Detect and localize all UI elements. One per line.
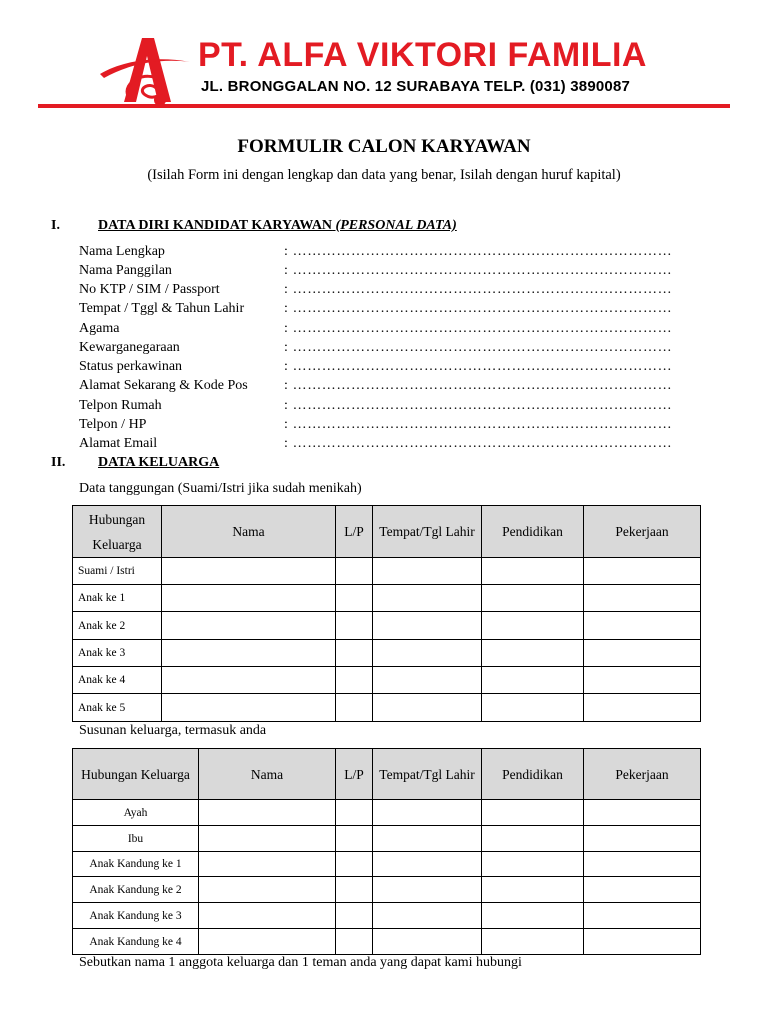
cell-pendidikan[interactable] xyxy=(482,640,584,667)
cell-pendidikan[interactable] xyxy=(482,585,584,612)
section-number-1: I. xyxy=(51,218,60,233)
company-name: PT. ALFA VIKTORI FAMILIA xyxy=(198,36,647,74)
section-title-data-keluarga: DATA KELUARGA xyxy=(98,455,220,470)
cell-pekerjaan[interactable] xyxy=(584,694,701,722)
field-input-dots[interactable]: : …………………………………………………………………… xyxy=(284,359,673,374)
cell-nama[interactable] xyxy=(199,826,336,852)
cell-pendidikan[interactable] xyxy=(482,558,584,585)
section-title-italic: (PERSONAL DATA) xyxy=(335,218,457,233)
field-row-agama xyxy=(79,321,679,340)
row-label: Anak Kandung ke 2 xyxy=(73,877,199,903)
family-composition-table xyxy=(72,748,701,955)
field-row-tempat-tgl-lahir xyxy=(79,301,679,320)
cell-tempat-tgl-lahir[interactable] xyxy=(373,640,482,667)
field-label: Tempat / Tggl & Tahun Lahir xyxy=(79,301,245,316)
cell-lp[interactable] xyxy=(336,929,373,955)
field-input-dots[interactable]: : …………………………………………………………………… xyxy=(284,321,673,336)
cell-pekerjaan[interactable] xyxy=(584,929,701,955)
row-label: Anak ke 2 xyxy=(73,612,162,640)
column-header-lp: L/P xyxy=(336,749,373,800)
cell-pekerjaan[interactable] xyxy=(584,612,701,640)
field-row-alamat-sekarang xyxy=(79,378,679,397)
cell-pekerjaan[interactable] xyxy=(584,800,701,826)
field-label: Alamat Email xyxy=(79,436,158,451)
cell-nama[interactable] xyxy=(162,612,336,640)
cell-nama[interactable] xyxy=(199,852,336,877)
cell-pekerjaan[interactable] xyxy=(584,640,701,667)
section-number-2: II. xyxy=(51,455,66,470)
cell-pendidikan[interactable] xyxy=(482,694,584,722)
cell-lp[interactable] xyxy=(336,667,373,694)
cell-pekerjaan[interactable] xyxy=(584,585,701,612)
cell-lp[interactable] xyxy=(336,877,373,903)
cell-lp[interactable] xyxy=(336,852,373,877)
cell-nama[interactable] xyxy=(199,903,336,929)
cell-pendidikan[interactable] xyxy=(482,852,584,877)
cell-tempat-tgl-lahir[interactable] xyxy=(373,903,482,929)
row-label: Suami / Istri xyxy=(73,558,162,585)
cell-lp[interactable] xyxy=(336,826,373,852)
field-input-dots[interactable]: : …………………………………………………………………… xyxy=(284,417,673,432)
field-label: No KTP / SIM / Passport xyxy=(79,282,220,297)
form-title: FORMULIR CALON KARYAWAN xyxy=(237,136,531,157)
column-header-pekerjaan: Pekerjaan xyxy=(584,749,701,800)
row-label: Anak Kandung ke 3 xyxy=(73,903,199,929)
cell-lp[interactable] xyxy=(336,640,373,667)
section-title-personal-data xyxy=(98,218,457,234)
column-header-hubungan: Hubungan Keluarga xyxy=(73,749,199,800)
table-row xyxy=(73,612,701,640)
field-row-status-perkawinan xyxy=(79,359,679,378)
table-row xyxy=(73,877,701,903)
cell-lp[interactable] xyxy=(336,694,373,722)
field-row-alamat-email xyxy=(79,436,679,455)
column-header-pekerjaan: Pekerjaan xyxy=(584,506,701,558)
field-label: Kewarganegaraan xyxy=(79,340,180,355)
cell-pendidikan[interactable] xyxy=(482,612,584,640)
field-row-telpon-rumah xyxy=(79,398,679,417)
table-row xyxy=(73,929,701,955)
field-label: Nama Panggilan xyxy=(79,263,172,278)
field-input-dots[interactable]: : …………………………………………………………………… xyxy=(284,378,673,393)
table-row xyxy=(73,800,701,826)
cell-lp[interactable] xyxy=(336,903,373,929)
column-header-tempat-tgl-lahir: Tempat/Tgl Lahir xyxy=(373,749,482,800)
cell-nama[interactable] xyxy=(162,667,336,694)
field-input-dots[interactable]: : …………………………………………………………………… xyxy=(284,301,673,316)
cell-pendidikan[interactable] xyxy=(482,903,584,929)
field-row-kewarganegaraan xyxy=(79,340,679,359)
column-header-pendidikan: Pendidikan xyxy=(482,506,584,558)
cell-pekerjaan[interactable] xyxy=(584,826,701,852)
cell-tempat-tgl-lahir[interactable] xyxy=(373,612,482,640)
table-row xyxy=(73,903,701,929)
row-label: Ayah xyxy=(73,800,199,826)
table2-caption: Susunan keluarga, termasuk anda xyxy=(79,723,267,738)
cell-pekerjaan[interactable] xyxy=(584,558,701,585)
column-header-hubungan: Hubungan Keluarga xyxy=(73,506,162,558)
cell-nama[interactable] xyxy=(199,929,336,955)
table-row xyxy=(73,852,701,877)
cell-lp[interactable] xyxy=(336,612,373,640)
table-row xyxy=(73,826,701,852)
table-row xyxy=(73,694,701,722)
cell-tempat-tgl-lahir[interactable] xyxy=(373,667,482,694)
field-label: Nama Lengkap xyxy=(79,244,165,259)
cell-pekerjaan[interactable] xyxy=(584,903,701,929)
cell-tempat-tgl-lahir[interactable] xyxy=(373,929,482,955)
cell-tempat-tgl-lahir[interactable] xyxy=(373,877,482,903)
row-label: Ibu xyxy=(73,826,199,852)
row-label: Anak Kandung ke 4 xyxy=(73,929,199,955)
table1-caption: Data tanggungan (Suami/Istri jika sudah menikah) xyxy=(79,481,362,496)
table-header-row xyxy=(73,749,701,800)
column-header-lp: L/P xyxy=(336,506,373,558)
table-row xyxy=(73,667,701,694)
field-row-nama-panggilan xyxy=(79,263,679,282)
cell-pendidikan[interactable] xyxy=(482,929,584,955)
company-logo-icon xyxy=(98,34,192,108)
cell-tempat-tgl-lahir[interactable] xyxy=(373,585,482,612)
cell-pendidikan[interactable] xyxy=(482,826,584,852)
table-row xyxy=(73,558,701,585)
field-label: Alamat Sekarang & Kode Pos xyxy=(79,378,248,393)
cell-nama[interactable] xyxy=(199,877,336,903)
company-address: JL. BRONGGALAN NO. 12 SURABAYA TELP. (031) 3890087 xyxy=(201,78,631,95)
field-label: Agama xyxy=(79,321,120,336)
table-row xyxy=(73,640,701,667)
field-row-nama-lengkap xyxy=(79,244,679,263)
cell-nama[interactable] xyxy=(162,640,336,667)
field-label: Status perkawinan xyxy=(79,359,183,374)
row-label: Anak ke 1 xyxy=(73,585,162,612)
row-label: Anak Kandung ke 1 xyxy=(73,852,199,877)
field-row-telpon-hp xyxy=(79,417,679,436)
field-input-dots[interactable]: : …………………………………………………………………… xyxy=(284,436,673,451)
cell-lp[interactable] xyxy=(336,800,373,826)
cell-lp[interactable] xyxy=(336,558,373,585)
header-rule xyxy=(38,104,730,108)
cell-tempat-tgl-lahir[interactable] xyxy=(373,694,482,722)
field-label: Telpon Rumah xyxy=(79,398,162,413)
contact-person-note: Sebutkan nama 1 anggota keluarga dan 1 teman anda yang dapat kami hubungi xyxy=(79,955,522,970)
column-header-nama: Nama xyxy=(199,749,336,800)
cell-nama[interactable] xyxy=(199,800,336,826)
cell-nama[interactable] xyxy=(162,585,336,612)
column-header-pendidikan: Pendidikan xyxy=(482,749,584,800)
cell-pekerjaan[interactable] xyxy=(584,877,701,903)
field-row-no-ktp xyxy=(79,282,679,301)
cell-pendidikan[interactable] xyxy=(482,667,584,694)
cell-pendidikan[interactable] xyxy=(482,800,584,826)
row-label: Anak ke 4 xyxy=(73,667,162,694)
row-label: Anak ke 5 xyxy=(73,694,162,722)
cell-lp[interactable] xyxy=(336,585,373,612)
field-input-dots[interactable]: : …………………………………………………………………… xyxy=(284,263,673,278)
cell-nama[interactable] xyxy=(162,558,336,585)
table-row xyxy=(73,585,701,612)
cell-pekerjaan[interactable] xyxy=(584,667,701,694)
field-input-dots[interactable]: : …………………………………………………………………… xyxy=(284,282,673,297)
row-label: Anak ke 3 xyxy=(73,640,162,667)
cell-pendidikan[interactable] xyxy=(482,877,584,903)
field-input-dots[interactable]: : …………………………………………………………………… xyxy=(284,340,673,355)
cell-tempat-tgl-lahir[interactable] xyxy=(373,852,482,877)
field-input-dots[interactable]: : …………………………………………………………………… xyxy=(284,244,673,259)
section-title-text: DATA DIRI KANDIDAT KARYAWAN xyxy=(98,218,333,233)
column-header-tempat-tgl-lahir: Tempat/Tgl Lahir xyxy=(373,506,482,558)
cell-tempat-tgl-lahir[interactable] xyxy=(373,800,482,826)
field-input-dots[interactable]: : …………………………………………………………………… xyxy=(284,398,673,413)
cell-nama[interactable] xyxy=(162,694,336,722)
column-header-nama: Nama xyxy=(162,506,336,558)
cell-pekerjaan[interactable] xyxy=(584,852,701,877)
field-label: Telpon / HP xyxy=(79,417,147,432)
cell-tempat-tgl-lahir[interactable] xyxy=(373,826,482,852)
cell-tempat-tgl-lahir[interactable] xyxy=(373,558,482,585)
table-header-row xyxy=(73,506,701,558)
dependents-table xyxy=(72,505,701,722)
form-subtitle: (Isilah Form ini dengan lengkap dan data yang benar, Isilah dengan huruf kapital) xyxy=(147,167,621,183)
